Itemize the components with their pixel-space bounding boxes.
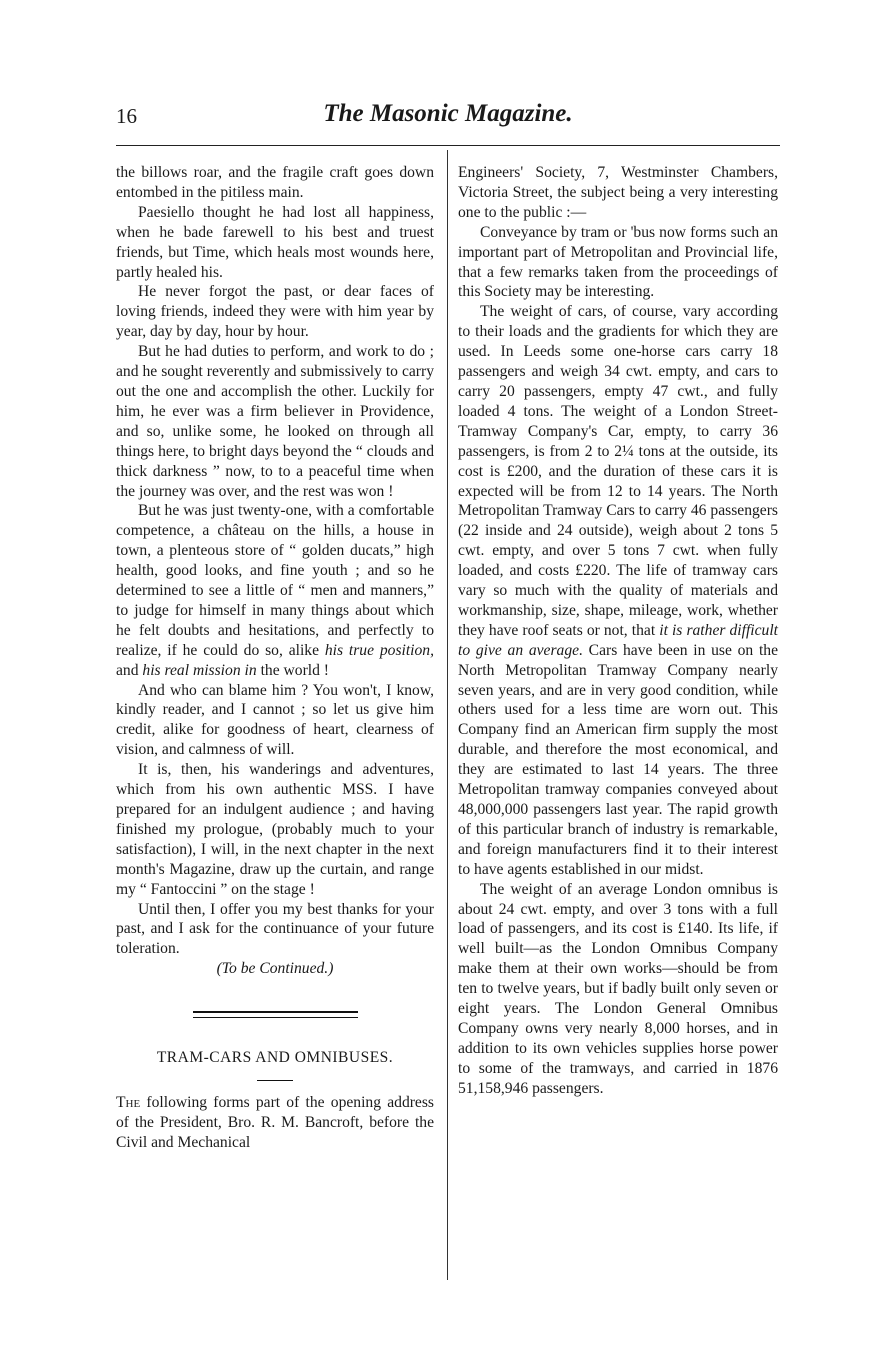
heading-rule	[257, 1080, 293, 1081]
section-heading: TRAM-CARS AND OMNIBUSES.	[156, 1049, 394, 1067]
paragraph: Until then, I offer you my best thanks for your past, and I ask for the continuance of your future toleration.	[116, 900, 434, 958]
section-separator	[193, 1011, 358, 1018]
paragraph: And who can blame him ? You won't, I know, kindly reader, and I cannot ; so let us give him credit, alike for goodness of heart, clearness of vision, and calmness of will.	[116, 681, 434, 759]
dropcap-word: The	[116, 1094, 141, 1112]
plain-join: and	[116, 661, 143, 679]
to-be-continued: (To be Continued.)	[216, 960, 334, 978]
paragraph: Engineers' Society, 7, Westminster Chambers, Victoria Street, the subject being a very interesting one to the public :—	[458, 164, 778, 221]
paragraph-with-italics	[458, 302, 778, 879]
paragraph-text: But he was just twenty-one, with a comfortable competence, a château on the hills, a house in town, a plenteous store of “ golden ducats,” high health, good looks, and fine youth ; and so he determined to see a little of “ men and manners,” to judge for himself in many things about which he felt doubts and hesitations, and perfectly to realize, if he could do so, alike	[116, 502, 434, 659]
italic-phrase: it is rather difficult to give an average.	[458, 621, 779, 659]
paragraph: It is, then, his wanderings and adventures, which from his own authentic MSS. I have prepared for an indulgent audience ; and having finished my prologue, (probably much to your satisfaction), I will, in the next chapter in the next month's Magazine, draw up the curtain, and range my “ Fantoccini ” on the stage !	[116, 761, 434, 898]
header-rule	[116, 145, 780, 146]
paragraph: Paesiello thought he had lost all happiness, when he bade farewell to his best and truest friends, but Time, which heals most wounds here, partly healed his.	[116, 203, 434, 281]
page-number: 16	[116, 104, 137, 128]
paragraph-with-italics	[116, 501, 434, 680]
paragraph: Conveyance by tram or 'bus now forms such an important part of Metropolitan and Provincial life, that a few remarks taken from the proceedings of this Society may be interesting.	[458, 223, 778, 301]
paragraph: the billows roar, and the fragile craft goes down entombed in the pitiless main.	[116, 164, 434, 201]
paragraph: The weight of an average London omnibus is about 24 cwt. empty, and over 3 tons with a full load of passengers, and its cost is £140. Its life, if well built—as the London Omnibus Company make them at their own works—should be from ten to twelve years, but if badly built only seven or eight years. The London General Omnibus Company owns very nearly 8,000 horses, and in addition to its own vehicles supplies horse power to some of the tramways, and carried in 1876 51,158,946 passengers.	[458, 880, 778, 1097]
paragraph: He never forgot the past, or dear faces of loving friends, indeed they were with him year by year, day by day, hour by hour.	[116, 283, 434, 341]
paragraph: But he had duties to perform, and work to do ; and he sought reverently and submissively to carry out the one and accomplish the other. Luckily for him, he ever was a firm believer in Providence, and so, unlike some, he looked on through all things here, to bright days beyond the “ clouds and thick darkness ” now, to to a peaceful time when the journey was over, and the rest was won !	[116, 343, 434, 500]
intro-paragraph	[116, 1093, 434, 1153]
column-divider	[447, 150, 448, 1280]
paragraph-text: The weight of cars, of course, vary according to their loads and the gradients for which they are used. In Leeds some one-horse cars carry 18 passengers and weigh 34 cwt. empty, and cars to carry 20 passengers, empty 47 cwt., and fully loaded 4 tons. The weight of a London Street-Tramway Company's Car, empty, to carry 36 passengers, is from 2 to 2¼ tons at the outside, its cost is £200, and the duration of these cars it is expected will be from 12 to 14 years. The North Metropolitan Tramway Cars to carry 46 passengers (22 inside and 24 outside), weigh about 2 tons 5 cwt. empty, and over 5 tons 7 cwt. when fully loaded, and costs £220. The life of tramway cars vary so much with the quality of materials and workmanship, size, shape, mileage, work, whether they have roof seats or not, that	[458, 303, 778, 639]
running-title: The Masonic Magazine.	[323, 100, 573, 127]
phrase-tail: the world !	[260, 661, 329, 679]
left-column	[116, 163, 434, 1153]
italic-phrase: his real mission in	[142, 661, 257, 679]
paragraph-text: Cars have been in use on the North Metropolitan Tramway Company nearly seven years, and are in very good condition, while others used for a less time are worn out. This Company find an American firm supply the most durable, and therefore the most economical, and they are estimated to last 14 years. The three Metropolitan tramway companies conveyed about 48,000,000 passengers last year. The rapid growth of this particular branch of industry is remarkable, and foreign manufacturers find it to their interest to have agents established in our midst.	[458, 641, 778, 878]
right-column	[458, 163, 778, 1099]
page-header	[116, 100, 780, 140]
italic-phrase: his true position,	[324, 641, 434, 659]
intro-text: following forms part of the opening address of the President, Bro. R. M. Bancroft, before the Civil and Mechanical	[116, 1094, 434, 1151]
